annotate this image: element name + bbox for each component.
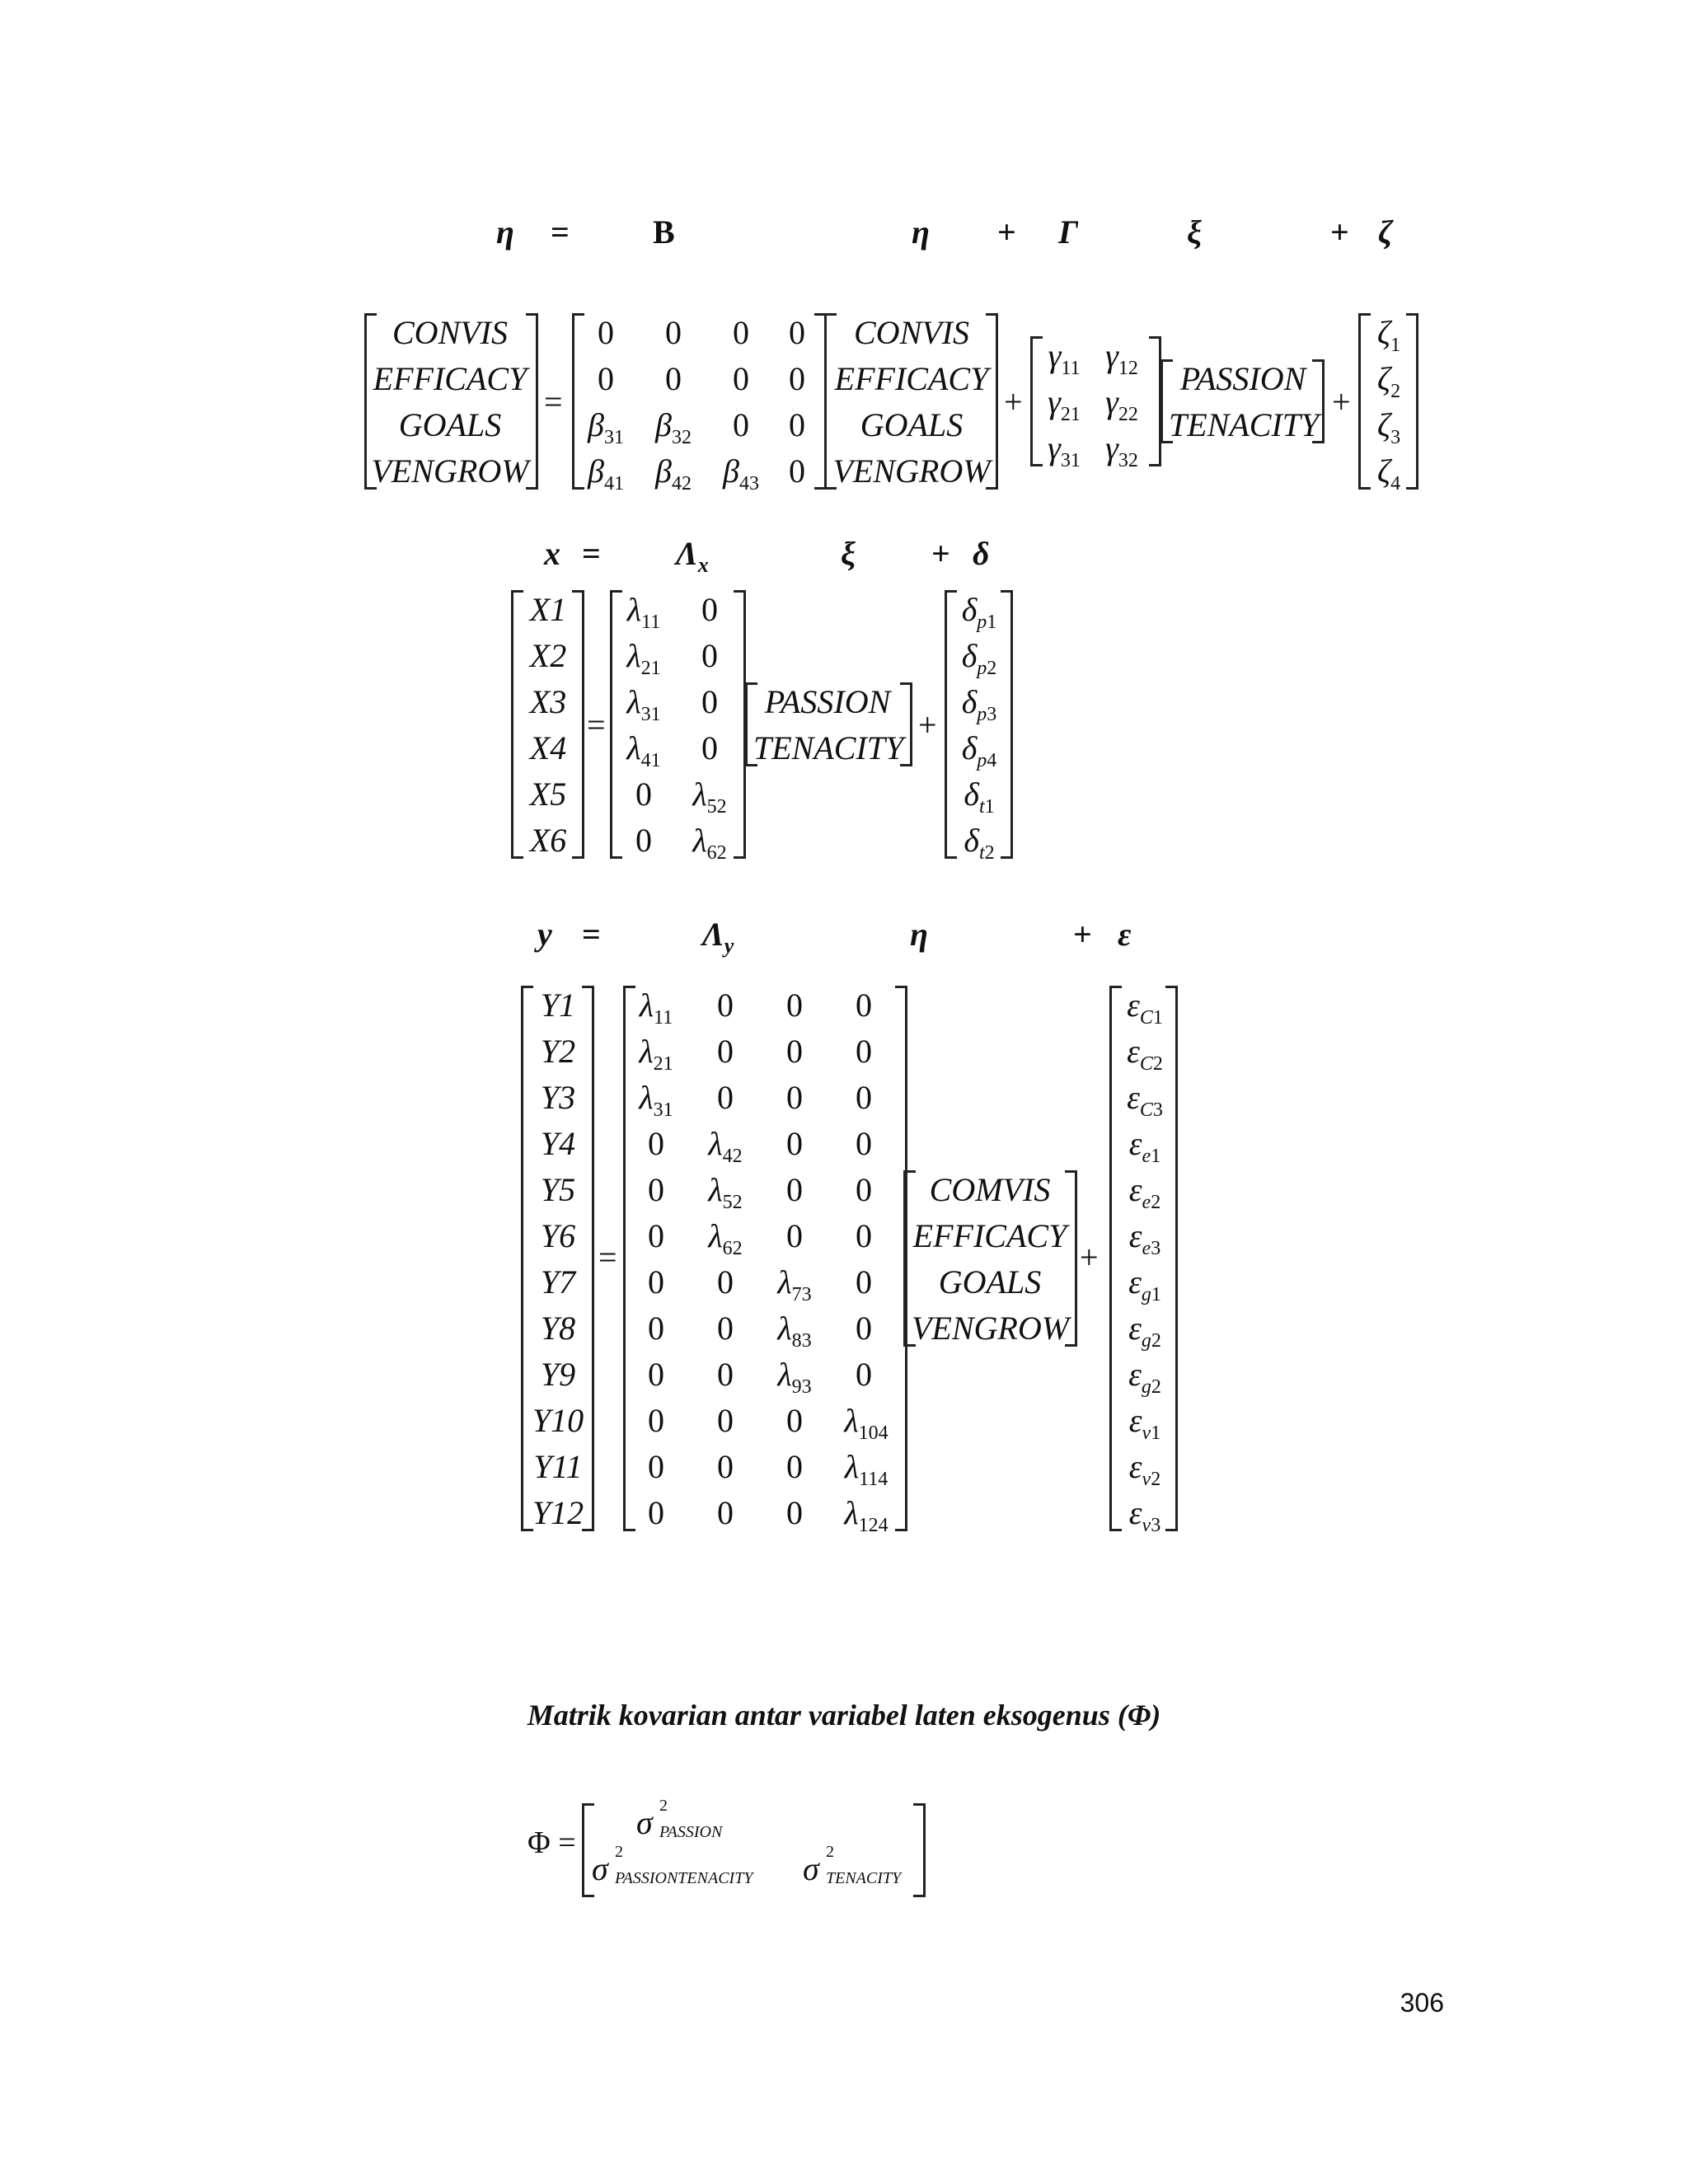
matrix-cell: $\lambda_{21}$ xyxy=(639,1033,673,1075)
y-item: Y12 xyxy=(532,1494,584,1531)
matrix-cell: $\beta_{32}$ xyxy=(655,406,692,448)
epsilon-item: $\varepsilon_{g2}$ xyxy=(1128,1310,1161,1352)
x-item: X2 xyxy=(529,637,567,674)
bracket-right xyxy=(572,590,584,859)
matrix-cell: 0 xyxy=(733,360,749,397)
eq1-header-zeta: ζ xyxy=(1378,213,1393,251)
epsilon-item: $\varepsilon_{C1}$ xyxy=(1127,987,1163,1029)
epsilon-item: $\varepsilon_{v3}$ xyxy=(1128,1494,1161,1536)
eq2-header-delta: δ xyxy=(973,535,990,572)
y-item: Y7 xyxy=(540,1263,576,1301)
equals-sign: = xyxy=(587,706,606,743)
x-item: X6 xyxy=(529,822,567,859)
matrix-cell: 0 xyxy=(648,1356,664,1393)
matrix-cell: 0 xyxy=(648,1448,664,1485)
y-item: Y9 xyxy=(540,1356,576,1393)
plus-sign: + xyxy=(918,706,937,743)
matrix-cell: 0 xyxy=(786,1033,803,1070)
bracket-left xyxy=(511,590,523,859)
eq1-header-plus: + xyxy=(997,213,1016,251)
matrix-cell: 0 xyxy=(648,1310,664,1347)
matrix-cell: 0 xyxy=(786,1402,803,1439)
matrix-cell: 0 xyxy=(786,1125,803,1162)
equals-sign: = xyxy=(544,383,563,420)
x-item: X4 xyxy=(529,729,567,766)
y-item: Y1 xyxy=(540,987,576,1024)
matrix-cell: $\beta_{31}$ xyxy=(588,406,624,448)
matrix-cell: 0 xyxy=(635,822,652,859)
matrix-cell: $\lambda_{21}$ xyxy=(626,637,661,679)
matrix-cell: 0 xyxy=(665,360,682,397)
eta-item: GOALS xyxy=(860,406,964,443)
section-caption: Matrik kovarian antar variabel laten eksogenus (Φ) xyxy=(527,1699,1161,1732)
matrix-cell: 0 xyxy=(701,591,718,628)
matrix-cell: 0 xyxy=(717,1033,734,1070)
matrix-cell: 0 xyxy=(786,1494,803,1531)
matrix-cell: 0 xyxy=(665,314,682,351)
matrix-cell: 0 xyxy=(717,1494,734,1531)
epsilon-item: $\varepsilon_{e1}$ xyxy=(1128,1125,1161,1167)
sigma-tenacity: σ 2 TENACITY xyxy=(803,1843,902,1887)
epsilon-item: $\varepsilon_{e3}$ xyxy=(1128,1217,1161,1259)
y-item: Y3 xyxy=(540,1079,576,1116)
matrix-cell: $\gamma_{22}$ xyxy=(1105,383,1138,425)
matrix-cell: $\lambda_{11}$ xyxy=(639,987,673,1029)
matrix-cell: 0 xyxy=(701,729,718,766)
eta-item: GOALS xyxy=(938,1263,1042,1301)
delta-item: $\delta_{t2}$ xyxy=(964,822,995,864)
y-item: Y6 xyxy=(540,1217,576,1254)
page-number: 306 xyxy=(1400,1988,1444,2018)
eta-item: COMVIS xyxy=(929,1171,1051,1208)
matrix-cell: 0 xyxy=(717,1356,734,1393)
bracket-right xyxy=(913,1803,926,1897)
epsilon-item: $\varepsilon_{g1}$ xyxy=(1128,1263,1161,1305)
eq1-lhs-item: EFFICACY xyxy=(373,360,528,397)
matrix-cell: $\lambda_{52}$ xyxy=(692,776,727,818)
matrix-cell: $\gamma_{21}$ xyxy=(1048,383,1081,425)
xi-item: TENACITY xyxy=(1169,406,1320,443)
epsilon-item: $\varepsilon_{C2}$ xyxy=(1127,1033,1163,1075)
matrix-cell: 0 xyxy=(648,1402,664,1439)
matrix-cell: 0 xyxy=(648,1125,664,1162)
matrix-cell: 0 xyxy=(789,406,805,443)
plus-sign: + xyxy=(1332,383,1351,420)
eq1-header-b: B xyxy=(653,213,675,251)
matrix-cell: 0 xyxy=(598,314,614,351)
matrix-cell: 0 xyxy=(717,1310,734,1347)
eq1-lhs-item: VENGROW xyxy=(371,452,529,490)
matrix-cell: $\lambda_{31}$ xyxy=(639,1079,673,1121)
eta-item: EFFICACY xyxy=(912,1217,1067,1254)
zeta-item: $\zeta_4$ xyxy=(1376,452,1401,494)
matrix-cell: 0 xyxy=(786,987,803,1024)
bracket-right xyxy=(986,313,998,490)
bracket-right xyxy=(1165,986,1178,1531)
matrix-cell: 0 xyxy=(789,314,805,351)
xi-item: PASSION xyxy=(1179,360,1306,397)
matrix-cell: 0 xyxy=(717,1079,734,1116)
matrix-cell: 0 xyxy=(856,1125,872,1162)
matrix-cell: 0 xyxy=(717,1402,734,1439)
eq3-header-plus: + xyxy=(1073,916,1092,953)
matrix-cell: 0 xyxy=(648,1263,664,1301)
zeta-item: $\zeta_3$ xyxy=(1376,406,1401,448)
epsilon-item: $\varepsilon_{g2}$ xyxy=(1128,1356,1161,1398)
matrix-cell: 0 xyxy=(856,1033,872,1070)
matrix-cell: $\lambda_{62}$ xyxy=(708,1217,743,1259)
eq3-header-epsilon: ε xyxy=(1118,916,1132,953)
matrix-cell: $\lambda_{41}$ xyxy=(626,729,661,771)
matrix-cell: $\beta_{41}$ xyxy=(588,452,624,494)
eq1-header-plus2: + xyxy=(1330,213,1349,251)
eta-item: CONVIS xyxy=(854,314,969,351)
eq3-header-eta: η xyxy=(910,916,928,953)
bracket-right xyxy=(526,313,538,490)
zeta-item: $\zeta_2$ xyxy=(1376,360,1401,402)
matrix-cell: 0 xyxy=(648,1171,664,1208)
matrix-cell: $\lambda_{124}$ xyxy=(844,1494,889,1536)
bracket-right xyxy=(1065,1170,1077,1347)
matrix-cell: $\lambda_{11}$ xyxy=(626,591,661,633)
y-item: Y8 xyxy=(540,1310,576,1347)
xi-item: TENACITY xyxy=(753,729,904,766)
eq2-header-xi: ξ xyxy=(841,535,856,572)
matrix-cell: 0 xyxy=(856,1310,872,1347)
matrix-cell: 0 xyxy=(733,406,749,443)
plus-sign: + xyxy=(1004,383,1023,420)
matrix-cell: 0 xyxy=(635,776,652,813)
x-item: X3 xyxy=(529,683,567,720)
eta-item: EFFICACY xyxy=(834,360,989,397)
matrix-cell: 0 xyxy=(701,683,718,720)
eq3-header-y: y xyxy=(537,916,552,953)
matrix-cell: $\beta_{43}$ xyxy=(723,452,759,494)
delta-item: $\delta_{p3}$ xyxy=(961,683,997,725)
bracket-right xyxy=(734,590,746,859)
matrix-cell: $\gamma_{31}$ xyxy=(1048,429,1081,471)
eq2-header-lambda-x: $\Lambda_x$ xyxy=(676,535,709,577)
delta-item: $\delta_{t1}$ xyxy=(964,776,995,818)
phi-lhs: Φ = xyxy=(528,1825,576,1860)
delta-item: $\delta_{p2}$ xyxy=(961,637,997,679)
matrix-cell: 0 xyxy=(648,1494,664,1531)
eq1-header-eta2: η xyxy=(912,213,930,251)
eq1-header-gamma: Γ xyxy=(1058,213,1079,251)
matrix-cell: $\gamma_{11}$ xyxy=(1048,337,1081,379)
matrix-cell: $\lambda_{114}$ xyxy=(844,1448,889,1490)
delta-item: $\delta_{p1}$ xyxy=(961,591,997,633)
eq2-header-equals: = xyxy=(582,535,601,572)
matrix-cell: $\lambda_{31}$ xyxy=(626,683,661,725)
matrix-cell: $\lambda_{42}$ xyxy=(708,1125,743,1167)
y-item: Y11 xyxy=(533,1448,583,1485)
matrix-cell: $\lambda_{93}$ xyxy=(777,1356,812,1398)
epsilon-item: $\varepsilon_{v2}$ xyxy=(1128,1448,1161,1490)
bracket-right xyxy=(1149,336,1161,466)
matrix-cell: $\lambda_{104}$ xyxy=(844,1402,889,1444)
bracket-right xyxy=(900,682,912,766)
eq1-lhs-item: CONVIS xyxy=(392,314,508,351)
matrix-cell: 0 xyxy=(856,987,872,1024)
bracket-right xyxy=(1406,313,1418,490)
matrix-cell: 0 xyxy=(648,1217,664,1254)
eq1-header-xi: ξ xyxy=(1187,213,1202,251)
x-item: X1 xyxy=(529,591,567,628)
matrix-cell: $\lambda_{73}$ xyxy=(777,1263,812,1305)
matrix-cell: 0 xyxy=(733,314,749,351)
plus-sign: + xyxy=(1080,1239,1099,1276)
epsilon-item: $\varepsilon_{e2}$ xyxy=(1128,1171,1161,1213)
eta-item: VENGROW xyxy=(912,1310,1070,1347)
matrix-cell: 0 xyxy=(856,1263,872,1301)
matrix-cell: 0 xyxy=(786,1079,803,1116)
eq3-header-lambda-y: $\Lambda_y$ xyxy=(702,916,734,958)
matrix-cell: $\lambda_{62}$ xyxy=(692,822,727,864)
eq1-header-eta: η xyxy=(496,213,514,251)
equals-sign: = xyxy=(598,1239,617,1276)
matrix-cell: $\lambda_{52}$ xyxy=(708,1171,743,1213)
matrix-cell: $\gamma_{12}$ xyxy=(1105,337,1138,379)
zeta-item: $\zeta_1$ xyxy=(1376,314,1401,356)
matrix-cell: 0 xyxy=(598,360,614,397)
matrix-cell: $\beta_{42}$ xyxy=(655,452,692,494)
y-item: Y10 xyxy=(532,1402,584,1439)
sigma-passion: σ 2 PASSION xyxy=(636,1797,723,1841)
eq2-header-x: x xyxy=(544,535,560,572)
delta-item: $\delta_{p4}$ xyxy=(961,729,997,771)
matrix-cell: 0 xyxy=(786,1217,803,1254)
matrix-cell: 0 xyxy=(717,987,734,1024)
matrix-cell: $\lambda_{83}$ xyxy=(777,1310,812,1352)
xi-item: PASSION xyxy=(764,683,891,720)
eq3-header-equals: = xyxy=(582,916,601,953)
epsilon-item: $\varepsilon_{v1}$ xyxy=(1128,1402,1161,1444)
matrix-cell: 0 xyxy=(789,360,805,397)
y-item: Y4 xyxy=(540,1125,576,1162)
matrix-cell: 0 xyxy=(701,637,718,674)
eta-item: VENGROW xyxy=(832,452,991,490)
eq2-header-plus: + xyxy=(931,535,950,572)
matrix-cell: 0 xyxy=(789,452,805,490)
matrix-cell: 0 xyxy=(786,1448,803,1485)
matrix-cell: 0 xyxy=(856,1171,872,1208)
bracket-right xyxy=(1312,359,1325,443)
x-item: X5 xyxy=(529,776,567,813)
matrix-cell: 0 xyxy=(717,1263,734,1301)
sigma-passion-tenacity: σ 2 PASSIONTENACITY xyxy=(592,1843,753,1887)
matrix-cell: 0 xyxy=(856,1217,872,1254)
matrix-cell: 0 xyxy=(786,1171,803,1208)
bracket-right xyxy=(582,986,594,1531)
matrix-cell: 0 xyxy=(856,1079,872,1116)
eq1-lhs-item: GOALS xyxy=(398,406,502,443)
y-item: Y5 xyxy=(540,1171,576,1208)
matrix-cell: $\gamma_{32}$ xyxy=(1105,429,1138,471)
matrix-cell: 0 xyxy=(717,1448,734,1485)
matrix-cell: 0 xyxy=(856,1356,872,1393)
epsilon-item: $\varepsilon_{C3}$ xyxy=(1127,1079,1163,1121)
bracket-right xyxy=(1001,590,1013,859)
eq1-header-equals: = xyxy=(551,213,570,251)
y-item: Y2 xyxy=(540,1033,576,1070)
